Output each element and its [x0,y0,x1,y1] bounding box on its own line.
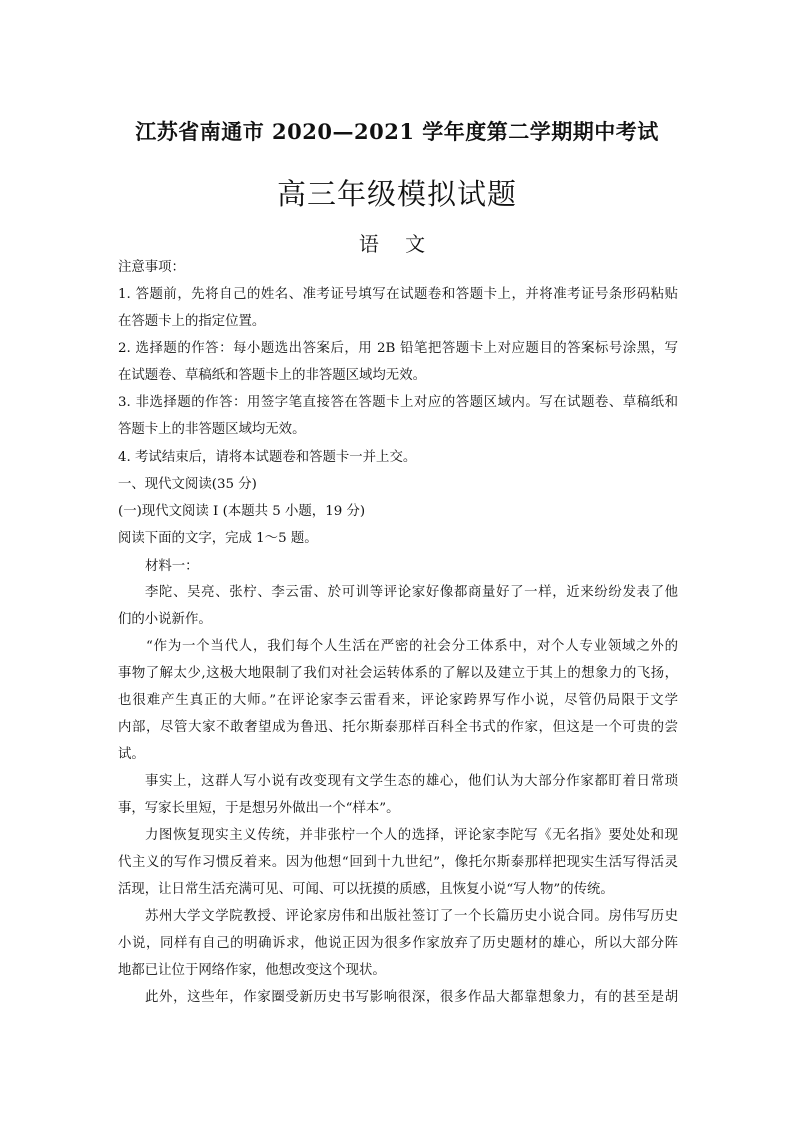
notice-line: 在试题卷、草稿纸和答题卡上的非答题区域均无效。 [118,368,426,383]
subject-title: 语 文 [358,232,436,256]
body-line: 活现，让日常生活充满可见、可闻、可以抚摸的质感，且恢复小说“写人物”的传统。 [118,882,614,897]
body-line: 李陀、吴亮、张柠、李云雷、於可训等评论家好像都商量好了一样，近来纷纷发表了他 [145,585,678,600]
body-line: 事物了解太少,这极大地限制了我们对社会运转体系的了解以及建立于其上的想象力的飞扬， [118,666,678,681]
body-line: 事，写家长里短，于是想另外做出一个“样本”。 [118,801,400,816]
body-line: 此外，这些年，作家圈受新历史书写影响很深，很多作品大都靠想象力，有的甚至是胡 [145,990,678,1005]
material-label: 材料一： [145,559,199,574]
reading-instruction: 阅读下面的文字，完成 1～5 题。 [118,531,318,546]
body-line: 力图恢复现实主义传统，并非张柠一个人的选择，评论家李陀写《无名指》要处处和现 [145,828,678,843]
notice-line: 2. 选择题的作答：每小题选出答案后，用 2B 铅笔把答题卡上对应题目的答案标号涂黑，写 [118,341,678,356]
body-line: 试。 [118,747,145,762]
body-line: 们的小说新作。 [118,612,212,627]
body-line: 小说，同样有自己的明确诉求，他说正因为很多作家放弃了历史题材的雄心，所以大部分阵 [118,936,678,951]
notice-line: 4. 考试结束后，请将本试题卷和答题卡一并上交。 [118,450,417,465]
sub-heading: (一)现代文阅读 I (本题共 5 小题，19 分) [118,504,366,519]
notice-line: 在答题卡上的指定位置。 [118,314,266,329]
grade-title: 高三年级模拟试题 [276,177,517,211]
body-line: 苏州大学文学院教授、评论家房伟和出版社签订了一个长篇历史小说合同。房伟写历史 [145,909,678,924]
notice-line: 1. 答题前，先将自己的姓名、准考证号填写在试题卷和答题卡上，并将准考证号条形码粘贴 [118,287,678,302]
notice-line: 3. 非选择题的作答：用签字笔直接答在答题卡上对应的答题区域内。写在试题卷、草稿纸和 [118,395,678,410]
exam-title: 江苏省南通市 2020—2021 学年度第二学期期中考试 [135,119,659,144]
body-line: “作为一个当代人，我们每个人生活在严密的社会分工体系中，对个人专业领域之外的 [146,639,678,654]
body-line: 内部，尽管大家不敢奢望成为鲁迅、托尔斯泰那样百科全书式的作家，但这是一个可贵的尝 [118,720,678,735]
body-line: 代主义的写作习惯反着来。因为他想“回到十九世纪”，像托尔斯泰那样把现实生活写得活灵 [118,855,678,870]
body-line: 事实上，这群人写小说有改变现有文学生态的雄心，他们认为大部分作家都盯着日常琐 [145,774,678,789]
body-line: 地都已让位于网络作家，他想改变这个现状。 [118,963,386,978]
notice-line: 答题卡上的非答题区域均无效。 [118,422,306,437]
notice-heading: 注意事项： [118,260,185,275]
body-line: 也很难产生真正的大师。”在评论家李云雷看来，评论家跨界写作小说，尽管仍局限于文学 [118,693,678,708]
part-heading: 一、现代文阅读(35 分) [118,477,257,492]
